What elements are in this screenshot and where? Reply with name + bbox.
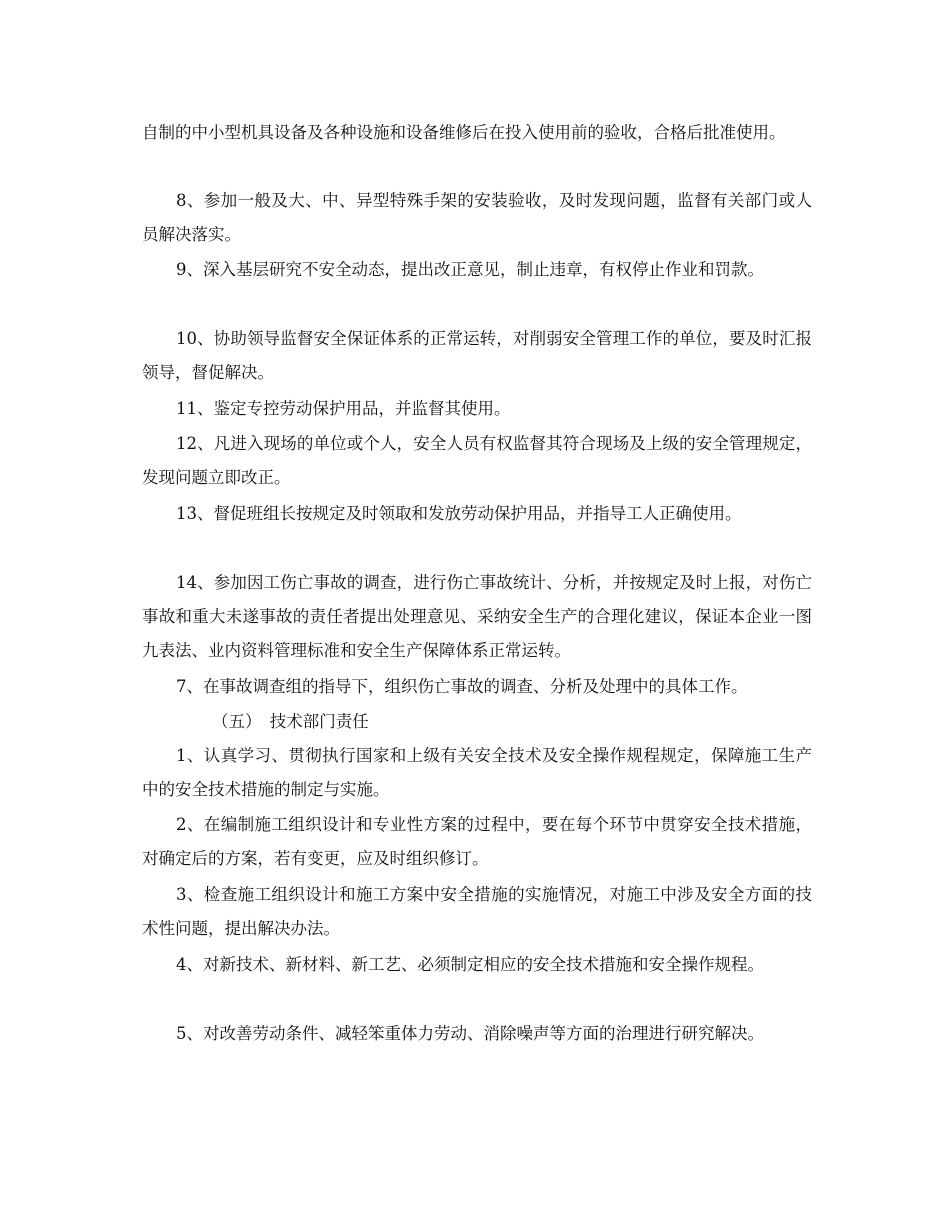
paragraph-tech-2: 2、在编制施工组织设计和专业性方案的过程中，要在每个环节中贯穿安全技术措施，对确定后的方案，若有变更，应及时组织修订。 bbox=[142, 815, 812, 868]
section-heading-technical: （五） 技术部门责任 bbox=[212, 712, 369, 731]
paragraph-item-14: 14、参加因工伤亡事故的调查，进行伤亡事故统计、分析，并按规定及时上报，对伤亡事故和重大未遂事故的责任者提出处理意见、采纳安全生产的合理化建议，保证本企业一图九表法、业内资料管理标准和安全生产保障体系正常运转。 bbox=[142, 573, 812, 660]
paragraph-tech-3: 3、检查施工组织设计和施工方案中安全措施的实施情况，对施工中涉及安全方面的技术性问题，提出解决办法。 bbox=[142, 885, 812, 938]
paragraph-item-9: 9、深入基层研究不安全动态，提出改正意见，制止违章，有权停止作业和罚款。 bbox=[176, 260, 764, 279]
paragraph-item-13: 13、督促班组长按规定及时领取和发放劳动保护用品，并指导工人正确使用。 bbox=[176, 504, 742, 523]
paragraph-tech-1: 1、认真学习、贯彻执行国家和上级有关安全技术及安全操作规程规定，保障施工生产中的安全技术措施的制定与实施。 bbox=[142, 746, 812, 799]
paragraph-tech-4: 4、对新技术、新材料、新工艺、必须制定相应的安全技术措施和安全操作规程。 bbox=[176, 955, 764, 974]
paragraph-continuation: 自制的中小型机具设备及各种设施和设备维修后在投入使用前的验收，合格后批准使用。 bbox=[142, 123, 786, 142]
paragraph-item-7: 7、在事故调查组的指导下，组织伤亡事故的调查、分析及处理中的具体工作。 bbox=[176, 677, 748, 696]
paragraph-item-12: 12、凡进入现场的单位或个人，安全人员有权监督其符合现场及上级的安全管理规定，发现问题立即改正。 bbox=[142, 434, 812, 487]
paragraph-item-11: 11、鉴定专控劳动保护用品，并监督其使用。 bbox=[176, 399, 511, 418]
paragraph-item-10: 10、协助领导监督安全保证体系的正常运转，对削弱安全管理工作的单位，要及时汇报领导，督促解决。 bbox=[142, 329, 812, 382]
paragraph-tech-5: 5、对改善劳动条件、减轻笨重体力劳动、消除噪声等方面的治理进行研究解决。 bbox=[176, 1024, 764, 1043]
paragraph-item-8: 8、参加一般及大、中、异型特殊手架的安装验收，及时发现问题，监督有关部门或人员解决落实。 bbox=[142, 191, 812, 244]
